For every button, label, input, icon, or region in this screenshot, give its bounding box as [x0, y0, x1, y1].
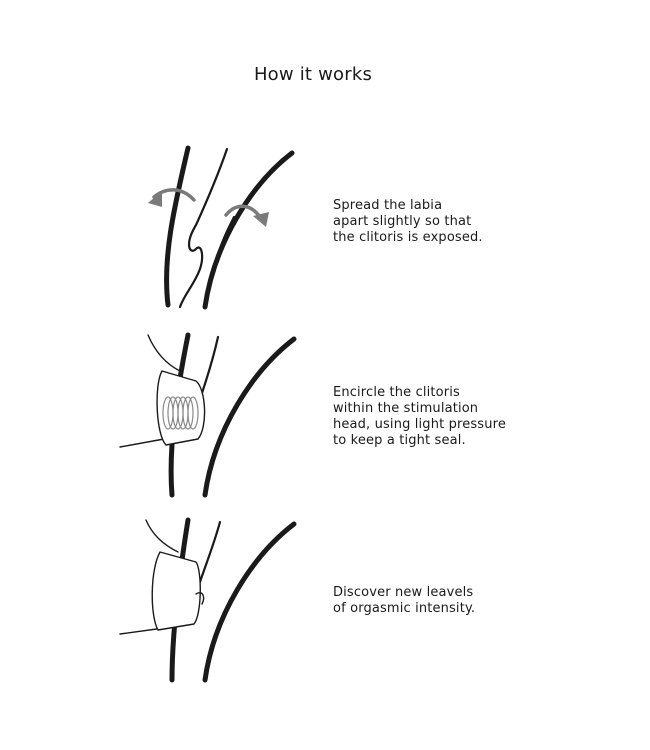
outer-right-line [205, 524, 294, 680]
encircle-illustration [110, 335, 310, 525]
spread-labia-illustration [110, 145, 310, 335]
outer-right-line [205, 339, 294, 495]
step-text: Discover new leavels of orgasmic intensity. [333, 585, 476, 616]
step-spread-labia [0, 145, 650, 335]
device-handle-bottom [120, 439, 164, 447]
stimulation-head [152, 552, 200, 630]
inner-fold-line [180, 149, 227, 307]
device-top-edge [148, 335, 180, 371]
inner-right-line [218, 217, 234, 255]
step-encircle-clitoris [0, 335, 650, 525]
step-text: Spread the labia apart slightly so that the clitoris is exposed. [333, 198, 483, 245]
step-text: Encircle the clitoris within the stimulation head, using light pressure to keep a tight seal. [333, 385, 506, 448]
step-discover [0, 520, 650, 710]
inner-fold-line [202, 337, 218, 393]
page-title: How it works [253, 64, 373, 85]
inner-fold-line [200, 522, 220, 582]
outer-left-line [167, 148, 188, 305]
arrow-left-icon [148, 190, 194, 207]
device-top-edge [146, 520, 178, 552]
discover-illustration [110, 520, 310, 710]
